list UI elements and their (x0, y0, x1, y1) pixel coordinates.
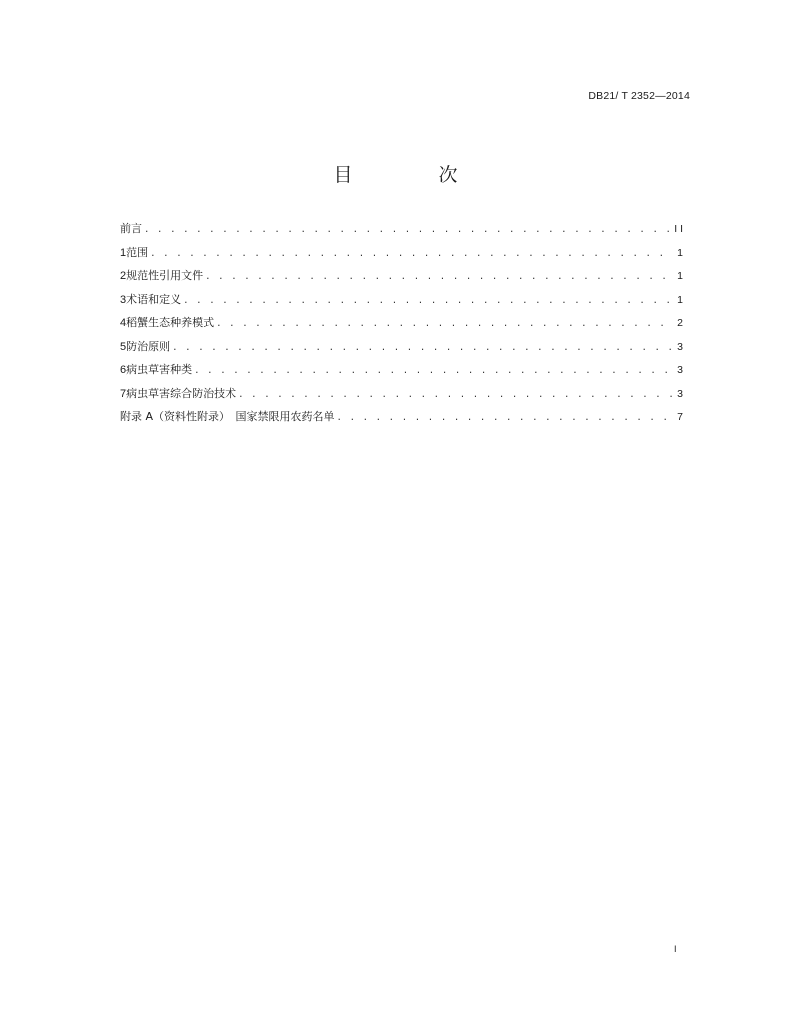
toc-entry-number: 5 (120, 340, 127, 353)
dot-leader (194, 362, 673, 380)
toc-entry-integrated-control[interactable] (120, 385, 683, 409)
dot-leader (337, 409, 673, 427)
toc-entry-page: 3 (677, 364, 683, 376)
toc-entry-page: 2 (677, 317, 683, 329)
document-code: DB21/ T 2352—2014 (588, 90, 690, 102)
toc-entry-number: 3 (120, 293, 127, 306)
toc-entry-label: 稻蟹生态种养模式 (126, 316, 215, 329)
toc-entry-page: 3 (677, 387, 683, 400)
toc-entry-page: 1 (677, 270, 683, 282)
toc-entry-pest-types[interactable] (120, 361, 683, 385)
toc-entry-page: 1 (677, 293, 683, 306)
toc-entry-number: 6 (120, 364, 127, 376)
dot-leader (183, 292, 673, 310)
toc-entry-scope[interactable] (120, 244, 683, 268)
toc-entry-label: 附录 A（资料性附录） 国家禁限用农药名单 (120, 410, 335, 423)
dot-leader (205, 268, 673, 286)
toc-entry-appendix-a[interactable] (120, 408, 683, 432)
toc-entry-page: 3 (677, 340, 683, 353)
toc-entry-page: I I (674, 223, 683, 235)
dot-leader (144, 221, 672, 239)
page-number: I (674, 944, 677, 954)
dot-leader (172, 339, 673, 357)
toc-entry-farming-mode[interactable] (120, 314, 683, 338)
toc-entry-label: 病虫草害综合防治技术 (126, 386, 237, 400)
toc-entry-control-principles[interactable] (120, 338, 683, 362)
dot-leader (150, 245, 673, 263)
toc-entry-number: 1 (120, 246, 127, 259)
toc-entry-label: 防治原则 (126, 339, 171, 353)
toc-entry-number: 2 (120, 270, 127, 282)
toc-entry-number: 4 (120, 317, 127, 329)
toc-entry-label: 范围 (126, 245, 149, 259)
toc-entry-label: 规范性引用文件 (126, 269, 204, 282)
toc-entry-number: 7 (120, 387, 127, 400)
toc-entry-terms-definitions[interactable] (120, 291, 683, 315)
toc-entry-page: 7 (677, 411, 683, 423)
dot-leader (216, 315, 673, 333)
table-of-contents (120, 220, 683, 432)
toc-entry-foreword[interactable] (120, 220, 683, 244)
toc-entry-page: 1 (677, 246, 683, 259)
toc-entry-label: 病虫草害种类 (126, 363, 193, 376)
page-title: 目 次 (333, 164, 498, 186)
toc-entry-normative-references[interactable] (120, 267, 683, 291)
dot-leader (238, 386, 673, 404)
toc-entry-label: 前言 (120, 222, 142, 235)
toc-entry-label: 术语和定义 (126, 292, 182, 306)
